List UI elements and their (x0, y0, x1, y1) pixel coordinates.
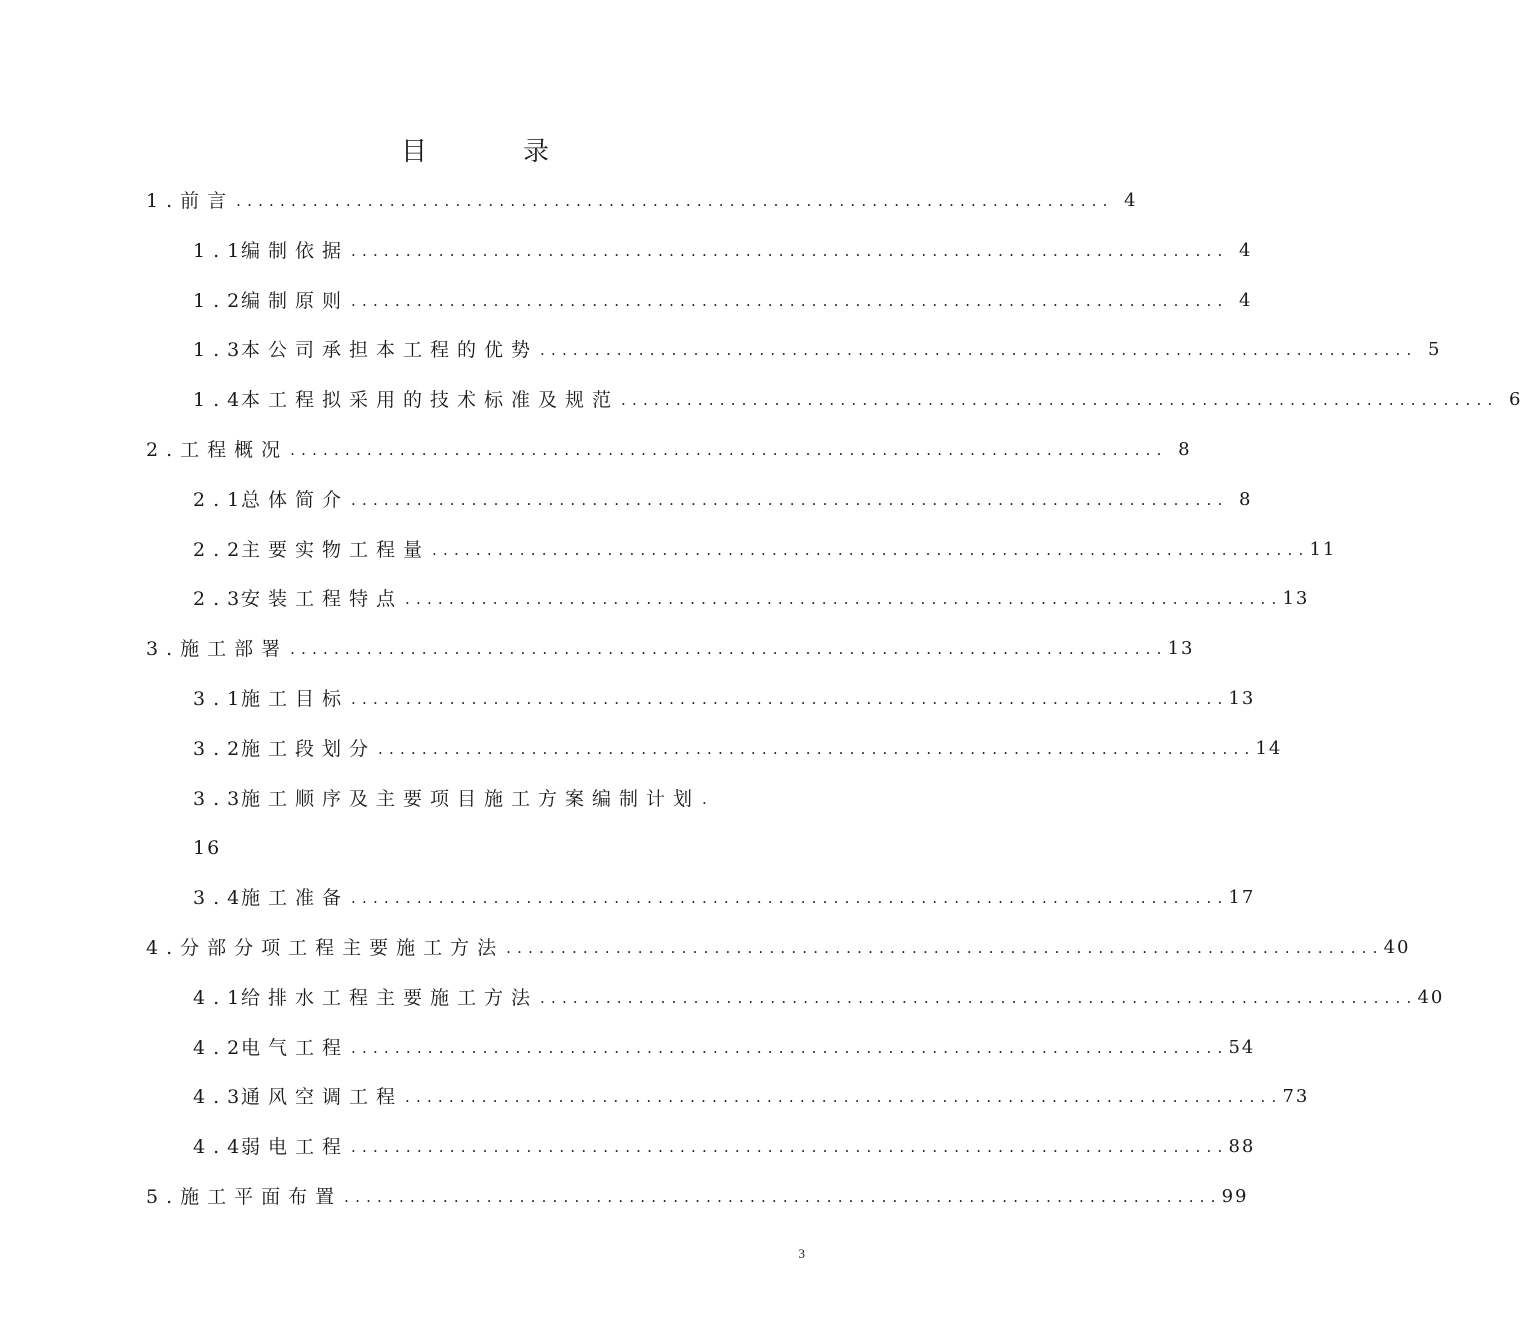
toc-entry-label: 施工部署 (180, 638, 289, 660)
toc-leader-dots: ................................................................................ (351, 690, 1229, 708)
title-right: 录 (523, 137, 550, 167)
toc-leader-dots: ................................................................................ (351, 491, 1229, 509)
toc-entry[interactable] (193, 684, 1256, 714)
toc-leader-dots: ................................................................................ (351, 292, 1229, 310)
toc-leader-dots: ................................................................................ (378, 740, 1256, 758)
toc-entry-number: 3.1 (193, 688, 248, 710)
toc-leader-dots: ................................................................................ (432, 541, 1310, 559)
toc-entry[interactable] (193, 734, 1283, 764)
toc-entry-label: 本工程拟采用的技术标准及规范 (241, 389, 620, 411)
toc-entry-label: 通风空调工程 (241, 1086, 404, 1108)
toc-entry-label: 施工顺序及主要项目施工方案编制计划 (241, 788, 701, 810)
toc-entry-number: 3.2 (193, 738, 248, 760)
toc-entry-page: 13 (1167, 638, 1195, 659)
toc-entry-number: 2.1 (193, 489, 248, 511)
toc-entry-number: 4. (146, 937, 181, 959)
toc-leader-dots: ................................................................................ (290, 441, 1168, 459)
toc-entry-label: 弱电工程 (241, 1136, 350, 1158)
toc-entry[interactable] (193, 335, 1442, 365)
toc-entry-page: 54 (1228, 1037, 1256, 1058)
toc-entry-label: 施工目标 (241, 688, 350, 710)
toc-leader-dots: . (702, 790, 713, 808)
toc-entry[interactable] (193, 1082, 1310, 1112)
title-left: 目 (400, 137, 427, 167)
toc-entry-page: 99 (1221, 1186, 1249, 1207)
toc-entry[interactable] (193, 883, 1256, 913)
toc-entry[interactable] (146, 435, 1192, 465)
toc-leader-dots: ................................................................................ (290, 640, 1168, 658)
toc-entry-number: 3.4 (193, 887, 248, 909)
toc-entry-number: 4.4 (193, 1136, 248, 1158)
toc-entry-number: 2.3 (193, 588, 248, 610)
toc-leader-dots: ................................................................................ (506, 939, 1384, 957)
toc-entry-label: 电气工程 (241, 1037, 350, 1059)
toc-leader-dots: ................................................................................ (351, 242, 1229, 260)
toc-entry-number: 1. (146, 190, 181, 212)
toc-leader-dots: ................................................................................ (405, 590, 1283, 608)
toc-entry-label: 施工段划分 (241, 738, 377, 760)
toc-entry-page: 13 (1282, 588, 1310, 609)
toc-leader-dots: ................................................................................ (236, 192, 1114, 210)
toc-leader-dots: ................................................................................ (540, 989, 1418, 1007)
toc-entry-label: 给排水工程主要施工方法 (241, 987, 539, 1009)
toc-entry-page: 4 (1124, 190, 1138, 211)
toc-leader-dots: ................................................................................ (351, 889, 1229, 907)
toc-entry-page: 4 (1239, 290, 1253, 311)
page-number: 3 (798, 1246, 805, 1261)
toc-entry-number: 1.3 (193, 339, 248, 361)
toc-entry-number: 1.4 (193, 389, 248, 411)
toc-entry-page: 11 (1309, 539, 1337, 560)
toc-entry-label: 安装工程特点 (241, 588, 404, 610)
toc-leader-dots: ................................................................................ (351, 1138, 1229, 1156)
toc-entry[interactable] (193, 1132, 1256, 1162)
toc-leader-dots: ................................................................................ (351, 1039, 1229, 1057)
toc-entry-page: 4 (1239, 240, 1253, 261)
toc-entry[interactable] (146, 634, 1195, 664)
toc-entry-number: 5. (146, 1186, 181, 1208)
toc-entry-label: 编制依据 (241, 240, 350, 262)
toc-entry-page: 6 (1509, 389, 1522, 410)
toc-entry[interactable] (193, 784, 804, 814)
toc-entry[interactable] (146, 1182, 1249, 1212)
toc-entry-label: 本公司承担本工程的优势 (241, 339, 539, 361)
toc-entry[interactable] (193, 385, 1522, 415)
toc-entry-page: 17 (1228, 887, 1256, 908)
toc-entry-label: 分部分项工程主要施工方法 (180, 937, 505, 959)
toc-entry[interactable] (193, 983, 1445, 1013)
toc-leader-dots: ................................................................................ (621, 391, 1499, 409)
toc-entry-number: 4.1 (193, 987, 248, 1009)
toc-entry-label: 施工平面布置 (180, 1186, 343, 1208)
toc-entry-page: 73 (1282, 1086, 1310, 1107)
toc-entry-number: 3. (146, 638, 181, 660)
toc-leader-dots: ................................................................................ (405, 1088, 1283, 1106)
toc-entry-number: 4.2 (193, 1037, 248, 1059)
toc-entry[interactable] (146, 186, 1138, 216)
toc-leader-dots: ................................................................................ (540, 341, 1418, 359)
toc-leader-dots: ................................................................................ (344, 1188, 1222, 1206)
toc-entry-label: 工程概况 (180, 439, 289, 461)
toc-entry-number: 2.2 (193, 539, 248, 561)
toc-entry-page: 40 (1383, 937, 1411, 958)
toc-entry[interactable] (193, 584, 1310, 614)
toc-entry-number: 1.2 (193, 290, 248, 312)
toc-entry-label: 编制原则 (241, 290, 350, 312)
page-title (0, 134, 950, 170)
toc-entry-number: 1.1 (193, 240, 248, 262)
toc-entry-page: 8 (1178, 439, 1192, 460)
toc-entry-label: 主要实物工程量 (241, 539, 431, 561)
toc-entry[interactable] (146, 933, 1411, 963)
toc-entry[interactable] (193, 236, 1253, 266)
toc-entry-page: 8 (1239, 489, 1253, 510)
toc-entry-number: 4.3 (193, 1086, 248, 1108)
toc-entry[interactable] (193, 286, 1253, 316)
toc-entry-label: 施工准备 (241, 887, 350, 909)
toc-entry[interactable] (193, 485, 1253, 515)
toc-entry-label: 总体简介 (241, 489, 350, 511)
toc-entry-page: 14 (1255, 738, 1283, 759)
toc-entry-page: 16 (193, 837, 222, 859)
toc-entry[interactable] (193, 1033, 1256, 1063)
toc-entry-number: 3.3 (193, 788, 248, 810)
toc-entry-label: 前言 (180, 190, 235, 212)
toc-entry-page: 40 (1417, 987, 1445, 1008)
toc-entry-number: 2. (146, 439, 181, 461)
toc-entry-page: 5 (1428, 339, 1442, 360)
toc-entry-page: 13 (1228, 688, 1256, 709)
toc-entry-page: 88 (1228, 1136, 1256, 1157)
toc-entry[interactable] (193, 535, 1337, 565)
